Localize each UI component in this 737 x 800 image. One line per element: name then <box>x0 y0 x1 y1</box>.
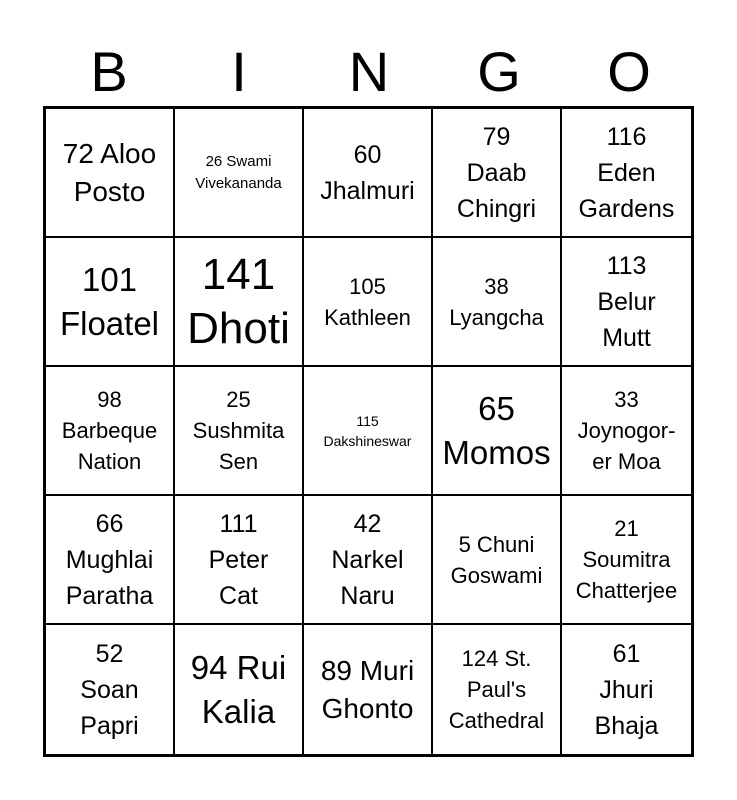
bingo-cell-r1c4[interactable]: 79 Daab Chingri <box>433 109 562 238</box>
bingo-cell-r2c3[interactable]: 105 Kathleen <box>304 238 433 367</box>
bingo-cell-r1c2[interactable]: 26 Swami Vivekananda <box>175 109 304 238</box>
bingo-cell-r4c5[interactable]: 21 Soumitra Chatterjee <box>562 496 691 625</box>
bingo-cell-r2c4[interactable]: 38 Lyangcha <box>433 238 562 367</box>
bingo-cell-r4c3[interactable]: 42 Narkel Naru <box>304 496 433 625</box>
bingo-cell-r3c5[interactable]: 33 Joynogor- er Moa <box>562 367 691 496</box>
bingo-cell-r2c2[interactable]: 141 Dhoti <box>175 238 304 367</box>
bingo-cell-r3c4[interactable]: 65 Momos <box>433 367 562 496</box>
bingo-cell-r5c2[interactable]: 94 Rui Kalia <box>175 625 304 754</box>
bingo-header <box>44 42 694 102</box>
bingo-cell-r4c1[interactable]: 66 Mughlai Paratha <box>46 496 175 625</box>
header-letter-b: B <box>90 40 128 103</box>
bingo-cell-r2c5[interactable]: 113 Belur Mutt <box>562 238 691 367</box>
bingo-cell-r5c1[interactable]: 52 Soan Papri <box>46 625 175 754</box>
bingo-cell-r3c3[interactable]: 115 Dakshineswar <box>304 367 433 496</box>
header-letter-n: N <box>348 40 390 103</box>
bingo-cell-r2c1[interactable]: 101 Floatel <box>46 238 175 367</box>
header-letter-i: I <box>231 40 247 103</box>
bingo-cell-r3c2[interactable]: 25 Sushmita Sen <box>175 367 304 496</box>
bingo-card-grid <box>43 106 694 757</box>
bingo-cell-r1c5[interactable]: 116 Eden Gardens <box>562 109 691 238</box>
bingo-cell-r4c2[interactable]: 111 Peter Cat <box>175 496 304 625</box>
bingo-cell-r5c5[interactable]: 61 Jhuri Bhaja <box>594 639 659 740</box>
bingo-cell-r3c1[interactable]: 98 Barbeque Nation <box>46 367 175 496</box>
bingo-cell-r1c1[interactable]: 72 Aloo Posto <box>46 109 175 238</box>
header-letter-g: G <box>477 40 521 103</box>
bingo-cell-r5c4[interactable]: 124 St. Paul's Cathedral <box>433 625 562 754</box>
bingo-cell-r5c3[interactable]: 89 Muri Ghonto <box>304 625 433 754</box>
bingo-cell-r1c3[interactable]: 60 Jhalmuri <box>304 109 433 238</box>
bingo-cell-r4c4[interactable]: 5 Chuni Goswami <box>433 496 562 625</box>
header-letter-o: O <box>607 40 651 103</box>
